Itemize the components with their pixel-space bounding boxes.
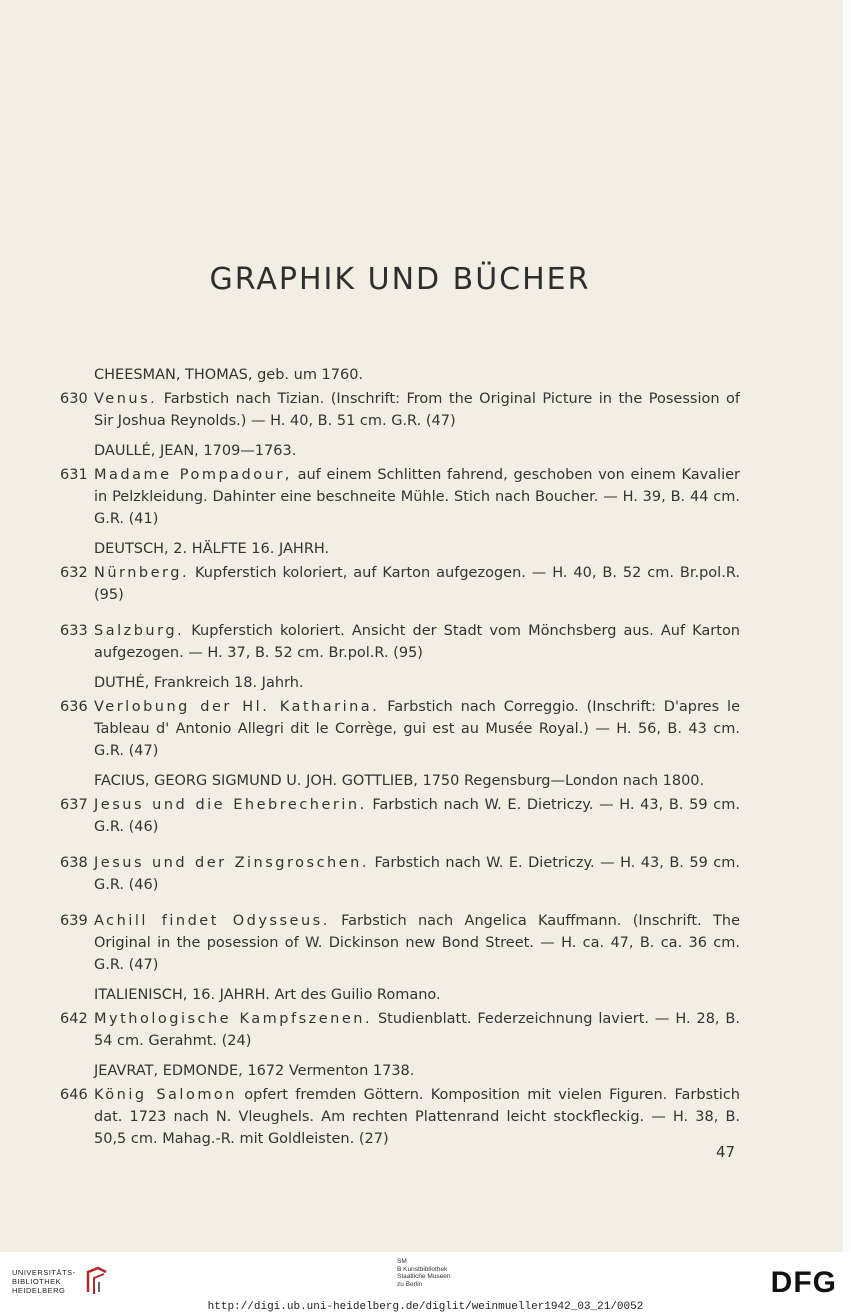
section (60, 984, 740, 1052)
university-line: HEIDELBERG (12, 1285, 66, 1295)
artist-heading: CHEESMAN, THOMAS, geb. um 1760. (94, 367, 364, 383)
catalog-item (60, 620, 740, 664)
page-number: 47 (716, 1143, 736, 1161)
catalog-item (60, 1084, 740, 1150)
item-description: Kupferstich koloriert. Ansicht der Stadt vom Mönchsberg aus. Auf Karton aufgezogen. — H. 37, B. 52 cm. Br.pol.R. (95) (94, 623, 740, 661)
item-description: Farbstich nach Angelica Kauffmann. (Inschrift. The Original in the posession of W. Dickinson new Bond Street. — H. ca. 47, B. ca. 36 cm. G.R. (47) (94, 913, 740, 973)
artist-heading: FACIUS, GEORG SIGMUND U. JOH. GOTTLIEB, 1750 Regensburg—London nach 1800. (94, 773, 705, 789)
artist-heading: DEUTSCH, 2. HÄLFTE 16. JAHRH. (94, 541, 330, 557)
university-emblem-icon (84, 1266, 110, 1296)
viewer-footer (0, 1252, 851, 1315)
artist-heading: DAULLÉ, JEAN, 1709—1763. (94, 443, 297, 459)
item-title: Nürnberg. (94, 565, 190, 581)
catalog-item (60, 388, 740, 432)
section (60, 538, 740, 664)
item-title: Verlobung der Hl. Katharina. (94, 699, 380, 715)
page-title: GRAPHIK UND BÜCHER (209, 262, 591, 297)
page-edge (843, 0, 851, 1252)
section (60, 1060, 740, 1150)
catalog-item (60, 562, 740, 606)
catalog-item (60, 910, 740, 976)
artist-heading: DUTHÉ, Frankreich 18. Jahrh. (94, 675, 304, 691)
item-number: 630 (60, 391, 88, 407)
item-number: 642 (60, 1011, 88, 1027)
source-url[interactable]: http://digi.ub.uni-heidelberg.de/diglit/weinmueller1942_03_21/0052 (207, 1301, 644, 1313)
item-number: 639 (60, 913, 88, 929)
section (60, 440, 740, 530)
artist-heading: ITALIENISCH, 16. JAHRH. Art des Guilio Romano. (94, 987, 441, 1003)
item-number: 646 (60, 1087, 88, 1103)
item-description: Farbstich nach W. E. Dietriczy. — H. 43, B. 59 cm. G.R. (46) (94, 797, 740, 835)
item-title: Venus. (94, 391, 158, 407)
section (60, 672, 740, 762)
item-title: Achill findet Odysseus. (94, 913, 330, 929)
artist-heading: JEAVRAT, EDMONDE, 1672 Vermenton 1738. (94, 1063, 415, 1079)
item-description: Farbstich nach Tizian. (Inschrift: From the Original Picture in the Posession of Sir Joshua Reynolds.) — H. 40, B. 51 cm. G.R. (47) (94, 391, 740, 429)
item-number: 638 (60, 855, 88, 871)
catalog-item (60, 852, 740, 896)
museum-line: SM (397, 1258, 407, 1265)
item-description: Kupferstich koloriert, auf Karton aufgezogen. — H. 40, B. 52 cm. Br.pol.R. (95) (94, 565, 740, 603)
item-description: Farbstich nach W. E. Dietriczy. — H. 43, B. 59 cm. G.R. (46) (94, 855, 741, 893)
dfg-logo[interactable]: DFG (770, 1266, 837, 1299)
item-title: Jesus und die Ehebrecherin. (94, 797, 367, 813)
museum-line: Staatliche Museen (397, 1273, 451, 1280)
item-number: 633 (60, 623, 88, 639)
catalog-item (60, 464, 740, 530)
catalog-item (60, 696, 740, 762)
museum-logo[interactable] (397, 1258, 450, 1288)
museum-line: zu Berlin (397, 1280, 423, 1288)
item-number: 631 (60, 467, 88, 483)
item-title: Jesus und der Zinsgroschen. (94, 855, 369, 871)
item-number: 637 (60, 797, 88, 813)
university-line: BIBLIOTHEK (12, 1276, 62, 1286)
item-description: auf einem Schlitten fahrend, geschoben von einem Kavalier in Pelzkleidung. Dahinter eine beschneite Mühle. Stich nach Boucher. — H. 39, B. 44 cm. G.R. (41) (94, 467, 740, 527)
museum-line: B Kunstbibliothek (397, 1265, 448, 1273)
item-title: König Salomon (94, 1087, 237, 1103)
item-description: Farbstich nach Correggio. (Inschrift: D'apres le Tableau d' Antonio Allegri dit le Corrège, gui est au Musée Royal.) — H. 56, B. 43 cm. G.R. (47) (94, 699, 740, 759)
university-logo[interactable] (12, 1266, 110, 1296)
item-description: opfert fremden Göttern. Komposition mit vielen Figuren. Farbstich dat. 1723 nach N. Vleughels. Am rechten Plattenrand leicht stockfleckig. — H. 38, B. 50,5 cm. Mahag.-R. mit Goldleisten. (27) (94, 1087, 740, 1147)
section (60, 364, 740, 432)
item-title: Madame Pompadour, (94, 467, 292, 483)
item-description: Studienblatt. Federzeichnung laviert. — H. 28, B. 54 cm. Gerahmt. (24) (94, 1011, 740, 1049)
item-number: 632 (60, 565, 88, 581)
catalog-entries (60, 356, 740, 1150)
university-name (12, 1268, 76, 1295)
item-number: 636 (60, 699, 88, 715)
section (60, 770, 740, 976)
university-line: UNIVERSITÄTS- (12, 1267, 76, 1277)
catalog-item (60, 1008, 740, 1052)
catalog-item (60, 794, 740, 838)
item-title: Salzburg. (94, 623, 185, 639)
item-title: Mythologische Kampfszenen. (94, 1011, 373, 1027)
